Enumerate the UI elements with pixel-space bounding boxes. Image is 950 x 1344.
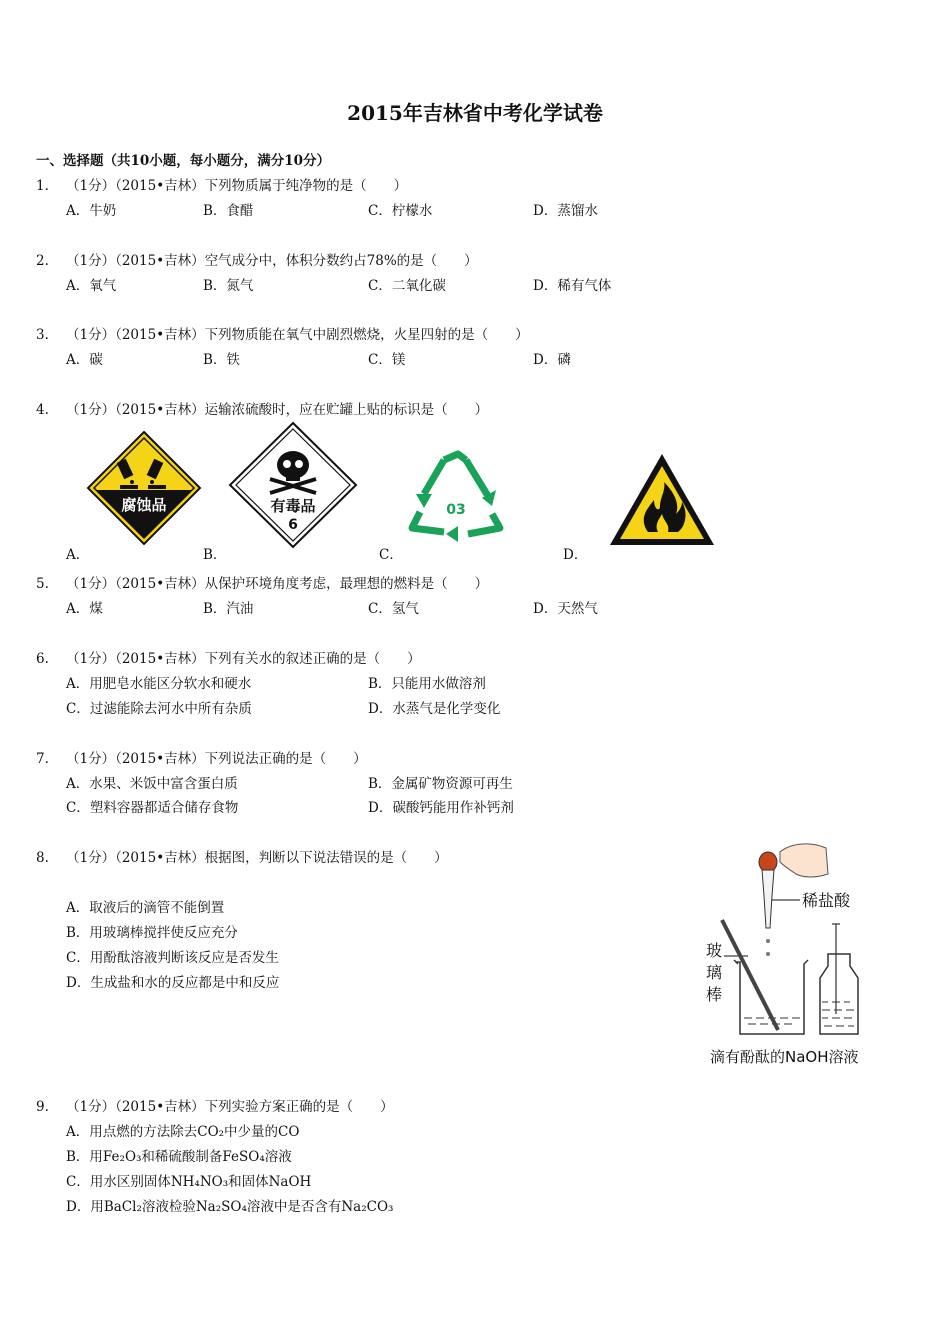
question-9 <box>36 1095 394 1115</box>
option: D．磷 <box>533 352 571 368</box>
sign-label: 有毒品 <box>270 497 316 515</box>
question-number: 1. <box>36 178 49 194</box>
question-7 <box>36 747 367 767</box>
option: B． <box>203 547 227 563</box>
question-1 <box>36 174 407 194</box>
sign-class-number: 6 <box>288 517 298 533</box>
question-number: 4. <box>36 402 49 418</box>
option: C．塑料容器都适合储存食物 <box>66 800 239 816</box>
option: C．二氧化碳 <box>368 278 446 294</box>
recycle-sign-icon <box>400 448 512 548</box>
option: C．氢气 <box>368 601 419 617</box>
option: C．镁 <box>368 352 406 368</box>
question-stem: （1分）（2015•吉林）下列说法正确的是（ ） <box>66 751 367 767</box>
option: B．金属矿物资源可再生 <box>368 776 513 792</box>
option: A．水果、米饭中富含蛋白质 <box>66 776 238 792</box>
question-stem: （1分）（2015•吉林）空气成分中，体积分数约占78%的是（ ） <box>66 253 478 269</box>
option: A．用点燃的方法除去CO₂中少量的CO <box>66 1124 300 1140</box>
experiment-figure <box>700 838 884 1070</box>
option: A． <box>66 547 90 563</box>
option: D．稀有气体 <box>533 278 612 294</box>
question-number: 5. <box>36 576 49 592</box>
question-number: 7. <box>36 751 49 767</box>
question-8 <box>36 846 448 866</box>
option: B．铁 <box>203 352 240 368</box>
option: A．取液后的滴管不能倒置 <box>66 900 225 916</box>
question-2 <box>36 249 478 269</box>
figure-label-rod-1: 玻 <box>706 941 723 960</box>
question-number: 8. <box>36 850 49 866</box>
option: B．氮气 <box>203 278 254 294</box>
question-stem: （1分）（2015•吉林）下列有关水的叙述正确的是（ ） <box>66 651 421 667</box>
question-number: 6. <box>36 651 49 667</box>
question-stem: （1分）（2015•吉林）下列物质能在氧气中剧烈燃烧，火星四射的是（ ） <box>66 327 529 343</box>
option: D．水蒸气是化学变化 <box>368 701 501 717</box>
section-heading: 一、选择题（共10小题，每小题分，满分10分） <box>36 153 331 169</box>
figure-label-solution: 滴有酚酞的NaOH溶液 <box>710 1048 859 1066</box>
option: B．用Fe₂O₃和稀硫酸制备FeSO₄溶液 <box>66 1149 292 1165</box>
option: C．过滤能除去河水中所有杂质 <box>66 701 252 717</box>
toxic-sign-icon <box>228 421 358 549</box>
option: A．用肥皂水能区分软水和硬水 <box>66 676 252 692</box>
sign-label: 腐蚀品 <box>121 496 167 514</box>
question-stem: （1分）（2015•吉林）从保护环境角度考虑，最理想的燃料是（ ） <box>66 576 489 592</box>
option: C．用酚酞溶液判断该反应是否发生 <box>66 950 279 966</box>
option: D．蒸馏水 <box>533 203 598 219</box>
option: C．用水区别固体NH₄NO₃和固体NaOH <box>66 1174 312 1190</box>
question-number: 3. <box>36 327 49 343</box>
sign-label: 03 <box>446 502 466 518</box>
option: A．煤 <box>66 601 103 617</box>
figure-label-acid: 稀盐酸 <box>802 891 851 910</box>
question-stem: （1分）（2015•吉林）运输浓硫酸时，应在贮罐上贴的标识是（ ） <box>66 402 489 418</box>
figure-label-rod-2: 璃 <box>706 963 723 982</box>
option: D．天然气 <box>533 601 598 617</box>
figure-label-rod-3: 棒 <box>706 985 723 1004</box>
question-number: 9. <box>36 1099 49 1115</box>
question-4 <box>36 398 488 418</box>
option: C． <box>379 547 403 563</box>
question-3 <box>36 323 529 343</box>
question-stem: （1分）（2015•吉林）根据图，判断以下说法错误的是（ ） <box>66 850 448 866</box>
question-stem: （1分）（2015•吉林）下列物质属于纯净物的是（ ） <box>66 178 408 194</box>
option: B．食醋 <box>203 203 254 219</box>
flammable-sign-icon <box>608 452 716 548</box>
option: B．用玻璃棒搅拌使反应充分 <box>66 925 238 941</box>
page-title: 2015年吉林省中考化学试卷 <box>347 101 603 125</box>
corrosive-sign-icon <box>86 430 202 546</box>
option: B．汽油 <box>203 601 254 617</box>
question-stem: （1分）（2015•吉林）下列实验方案正确的是（ ） <box>66 1099 394 1115</box>
option: B．只能用水做溶剂 <box>368 676 486 692</box>
option: D．碳酸钙能用作补钙剂 <box>368 800 514 816</box>
option: D．生成盐和水的反应都是中和反应 <box>66 975 280 991</box>
question-5 <box>36 572 488 592</box>
question-6 <box>36 647 421 667</box>
option: C．柠檬水 <box>368 203 433 219</box>
option: A．牛奶 <box>66 203 117 219</box>
option: D． <box>563 547 588 563</box>
option: A．氧气 <box>66 278 117 294</box>
option: D．用BaCl₂溶液检验Na₂SO₄溶液中是否含有Na₂CO₃ <box>66 1199 394 1215</box>
question-number: 2. <box>36 253 49 269</box>
option: A．碳 <box>66 352 103 368</box>
